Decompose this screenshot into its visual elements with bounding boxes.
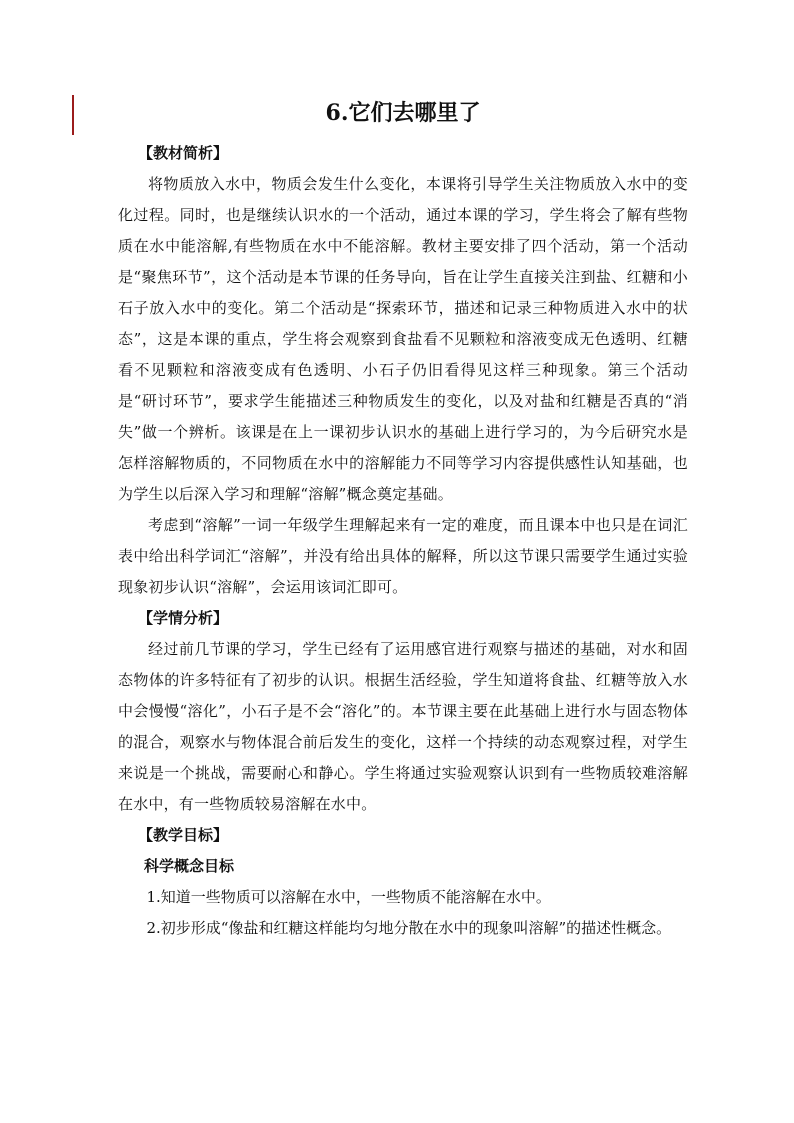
list-item: 1.知道一些物质可以溶解在水中，一些物质不能溶解在水中。 [146, 888, 551, 906]
section-student-analysis [118, 603, 688, 820]
margin-mark [72, 95, 74, 135]
section-heading: 【教学目标】 [138, 826, 229, 844]
section-teaching-goals [118, 820, 688, 944]
section-textbook-analysis [118, 138, 688, 603]
document-page [118, 98, 688, 944]
page-title: 6.它们去哪里了 [325, 100, 481, 126]
paragraph: 将物质放入水中，物质会发生什么变化，本课将引导学生关注物质放入水中的变化过程。同时，也是继续认识水的一个活动，通过本课的学习，学生将会了解有些物质在水中能溶解,有些物质在水中不能溶解。教材主要安排了四个活动，第一个活动是“聚焦环节”，这个活动是本节课的任务导向，旨在让学生直接关注到盐、红糖和小石子放入水中的变化。第二个活动是“探索环节，描述和记录三种物质进入水中的状态”，这是本课的重点，学生将会观察到食盐看不见颗粒和溶液变成无色透明、红糖看不见颗粒和溶液变成有色透明、小石子仍旧看得见这样三种现象。第三个活动是“研讨环节”，要求学生能描述三种物质发生的变化，以及对盐和红糖是否真的“消失”做一个辨析。该课是在上一课初步认识水的基础上进行学习的，为今后研究水是怎样溶解物质的，不同物质在水中的溶解能力不同等学习内容提供感性认知基础，也为学生以后深入学习和理解“溶解”概念奠定基础。 [118, 175, 688, 503]
section-heading: 【教材简析】 [138, 144, 229, 162]
section-heading: 【学情分析】 [138, 609, 229, 627]
list-item: 2.初步形成“像盐和红糖这样能均匀地分散在水中的现象叫溶解”的描述性概念。 [146, 919, 672, 937]
paragraph: 考虑到“溶解”一词一年级学生理解起来有一定的难度，而且课本中也只是在词汇表中给出科学词汇“溶解”，并没有给出具体的解释，所以这节课只需要学生通过实验现象初步认识“溶解”，会运用该词汇即可。 [118, 516, 688, 596]
paragraph: 经过前几节课的学习，学生已经有了运用感官进行观察与描述的基础，对水和固态物体的许多特征有了初步的认识。根据生活经验，学生知道将食盐、红糖等放入水中会慢慢“溶化”，小石子是不会“溶化”的。本节课主要在此基础上进行水与固态物体的混合，观察水与物体混合前后发生的变化，这样一个持续的动态观察过程，对学生来说是一个挑战，需要耐心和静心。学生将通过实验观察认识到有一些物质较难溶解在水中，有一些物质较易溶解在水中。 [118, 640, 688, 813]
subsection-heading: 科学概念目标 [144, 857, 235, 875]
